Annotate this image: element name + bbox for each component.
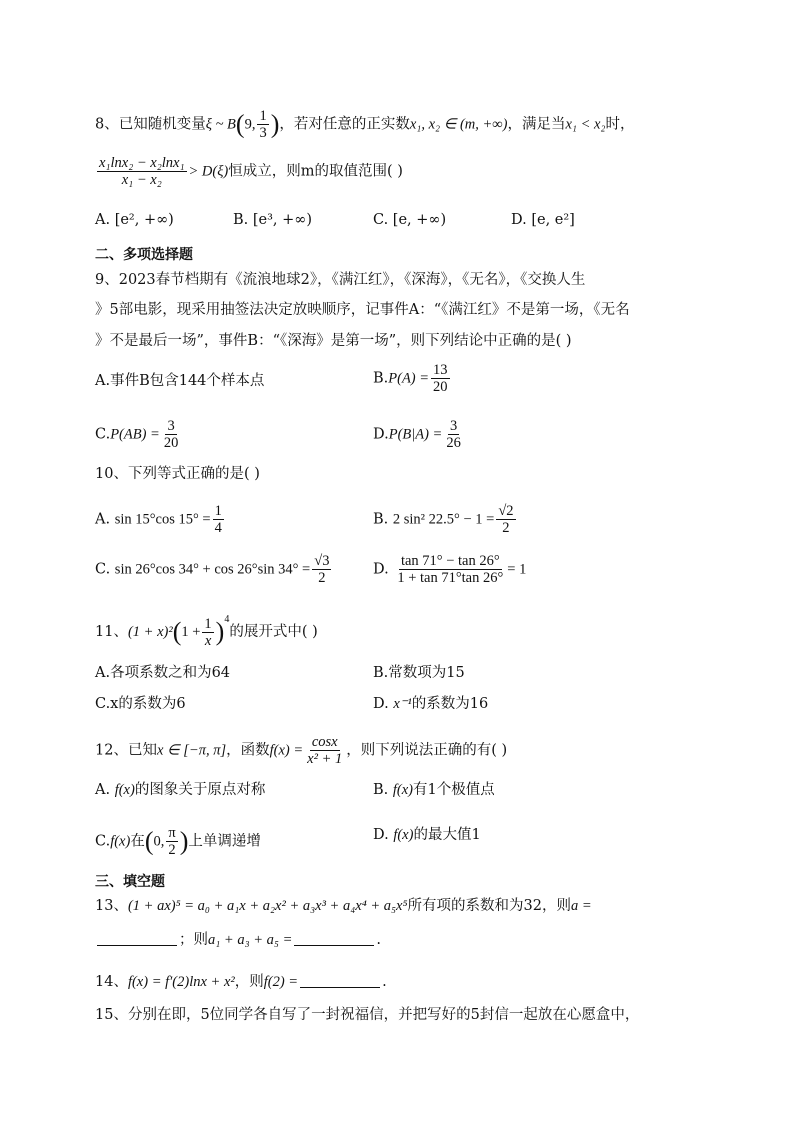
q11-option-d[interactable]: D. x⁻¹的系数为16 xyxy=(373,696,489,712)
q11-option-c[interactable]: C.x的系数为6 xyxy=(95,696,186,712)
q11-option-a[interactable]: A.各项系数之和为64 xyxy=(95,665,231,681)
q12-option-d[interactable]: D. f(x)的最大值1 xyxy=(373,827,481,843)
answer-blank-1[interactable] xyxy=(97,931,177,946)
section-heading-fill-in: 三、填空题 xyxy=(95,874,165,890)
question-11-stem: 11、(1 + x)²(1 + $\frac{1}{x}$ )$^4$的展开式中( ) xyxy=(95,614,318,649)
q8-option-b[interactable]: B. [e³, +∞) xyxy=(233,212,313,228)
q9-option-a[interactable]: A.事件B包含144个样本点 xyxy=(95,373,265,389)
q8-option-c[interactable]: C. [e, +∞) xyxy=(373,212,447,228)
question-9-line-1: 9、2023春节档期有《流浪地球2》，《满江红》，《深海》，《无名》，《交换人生 xyxy=(95,272,586,288)
fraction: $\frac{\text{x₁lnx₂ − x₂lnx₁}}{\text{x₁ − x₂}}$ xyxy=(99,155,185,188)
question-15-line-1: 15、分别在即，5位同学各自写了一封祝福信，并把写好的5封信一起放在心愿盒中， xyxy=(95,1007,640,1023)
q8-option-d[interactable]: D. [e, e²] xyxy=(511,212,575,228)
question-8-line-1: 8、已知随机变量ξ ~ B(9, $\frac{1}{3}$ )，若对任意的正实数x₁, x₂ ∈ (m, +∞)，满足当x₁ < x₂时， xyxy=(95,108,635,141)
question-13-line-2: ；则a₁ + a₃ + a₅ = . xyxy=(95,930,381,950)
answer-blank-3[interactable] xyxy=(300,973,380,988)
question-13-line-1: 13、(1 + ax)⁵ = a₀ + a₁x + a₂x² + a₃x³ + a₄x⁴ + a₅x⁵所有项的系数和为32，则a = xyxy=(95,898,592,914)
q10-option-c[interactable]: C. sin 26°cos 34° + cos 26°sin 34° = $\frac{√3}{2}$ xyxy=(95,553,330,586)
q9-option-b[interactable]: B.P(A) = $\frac{13}{20}$ xyxy=(373,362,448,395)
q10-option-b[interactable]: B. 2 sin² 22.5° − 1 = $\frac{√2}{2}$ xyxy=(373,503,514,536)
q10-option-d[interactable]: D. $\frac{\tan 71^\circ - \tan 26^\circ}{1 + \tan 71^\circ\tan 26^\circ}$ = 1 xyxy=(373,553,527,586)
question-14: 14、f(x) = f′(2)lnx + x²，则f(2) = . xyxy=(95,974,387,990)
answer-blank-2[interactable] xyxy=(294,931,374,946)
q10-option-a[interactable]: A. sin 15°cos 15° = $\frac{1}{4}$ xyxy=(95,503,222,536)
q12-option-c[interactable]: C.f(x)在(0, $\frac{\pi}{2}$ )上单调递增 xyxy=(95,825,261,858)
q11-option-b[interactable]: B.常数项为15 xyxy=(373,665,465,681)
question-9-line-3: 》不是最后一场”，事件B：“《深海》是第一场”，则下列结论中正确的是( ) xyxy=(95,333,572,349)
q8-option-a[interactable]: A. [e², +∞) xyxy=(95,212,174,228)
question-8-line-2: $\frac{\text{x₁lnx₂ − x₂lnx₁}}{\text{x₁ − x₂}}$ > D(ξ)恒成立，则m的取值范围( ) xyxy=(99,155,403,188)
section-heading-multiple-choice: 二、多项选择题 xyxy=(95,247,193,263)
q12-option-a[interactable]: A. f(x)的图象关于原点对称 xyxy=(95,782,266,798)
q9-option-d[interactable]: D.P(B|A) = $\frac{3}{26}$ xyxy=(373,418,461,451)
q12-option-b[interactable]: B. f(x)有1个极值点 xyxy=(373,782,495,798)
question-9-line-2: 》5部电影，现采用抽签法决定放映顺序，记事件A：“《满江红》不是第一场，《无名 xyxy=(95,302,630,318)
fraction: $\frac{1}{3}$ xyxy=(259,108,267,141)
q9-option-c[interactable]: C.P(AB) = $\frac{3}{20}$ xyxy=(95,418,179,451)
question-10-stem: 10、下列等式正确的是( ) xyxy=(95,466,260,482)
question-12-stem: 12、已知x ∈ [−π, π]，函数f(x) = $\frac{\cos x}{\text{x² + 1}}$ ，则下列说法正确的有( ) xyxy=(95,734,508,767)
